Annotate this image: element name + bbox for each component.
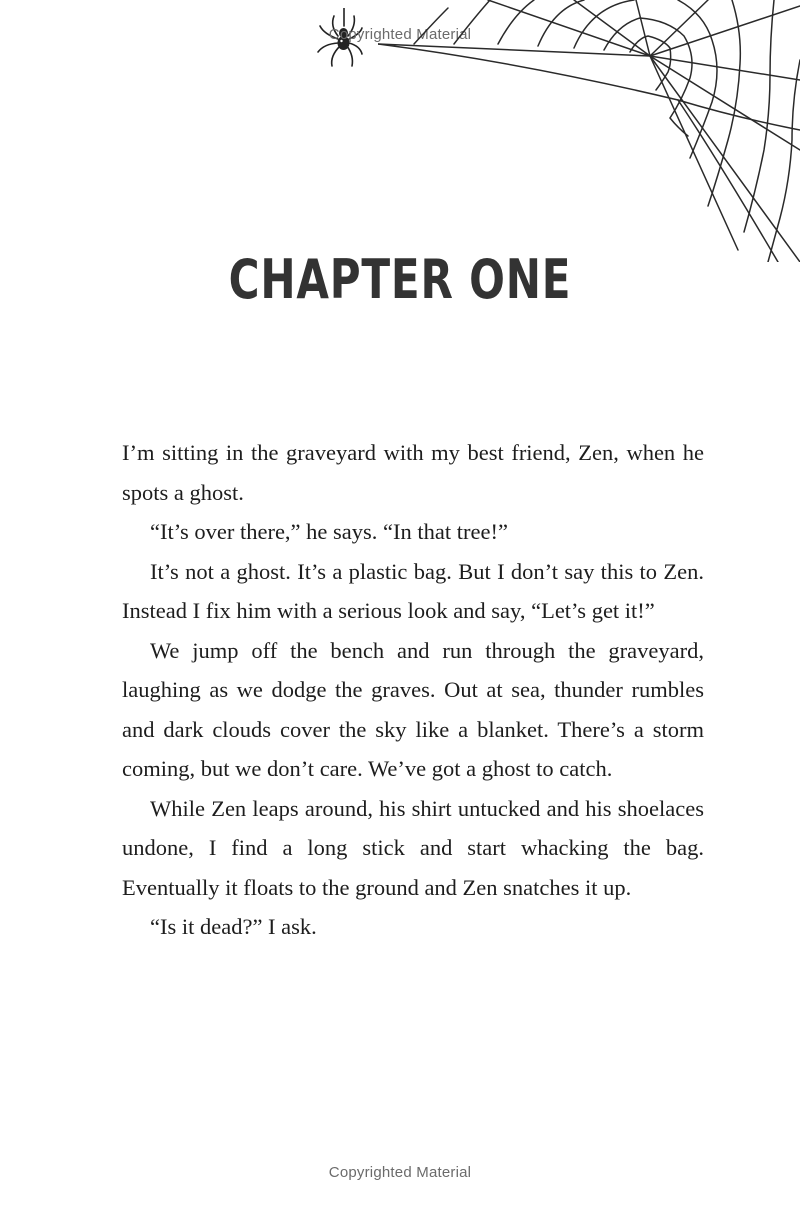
paragraph: “It’s over there,” he says. “In that tree!” bbox=[150, 519, 508, 544]
copyright-watermark-top: Copyrighted Material bbox=[328, 26, 472, 43]
paragraph: “Is it dead?” I ask. bbox=[150, 914, 317, 939]
chapter-title: CHAPTER ONE bbox=[228, 248, 572, 311]
paragraph: I’m sitting in the graveyard with my best friend, Zen, when he spots a ghost. bbox=[122, 440, 704, 505]
paragraph: We jump off the bench and run through the graveyard, laughing as we dodge the graves. Out at sea, thunder rumbles and dark clouds cover the sky like a blanket. There’s a storm coming, but we don’t care. We’ve got a ghost to catch. bbox=[122, 637, 704, 781]
story-text bbox=[122, 433, 704, 947]
copyright-watermark-bottom: Copyrighted Material bbox=[328, 1164, 472, 1181]
paragraph: While Zen leaps around, his shirt untucked and his shoelaces undone, I find a long stick and start whacking the bag. Eventually it floats to the ground and Zen snatches it up. bbox=[122, 795, 704, 900]
spiderweb-icon bbox=[378, 0, 800, 262]
paragraph: It’s not a ghost. It’s a plastic bag. But I don’t say this to Zen. Instead I fix him with a serious look and say, “Let’s get it!” bbox=[122, 558, 704, 623]
